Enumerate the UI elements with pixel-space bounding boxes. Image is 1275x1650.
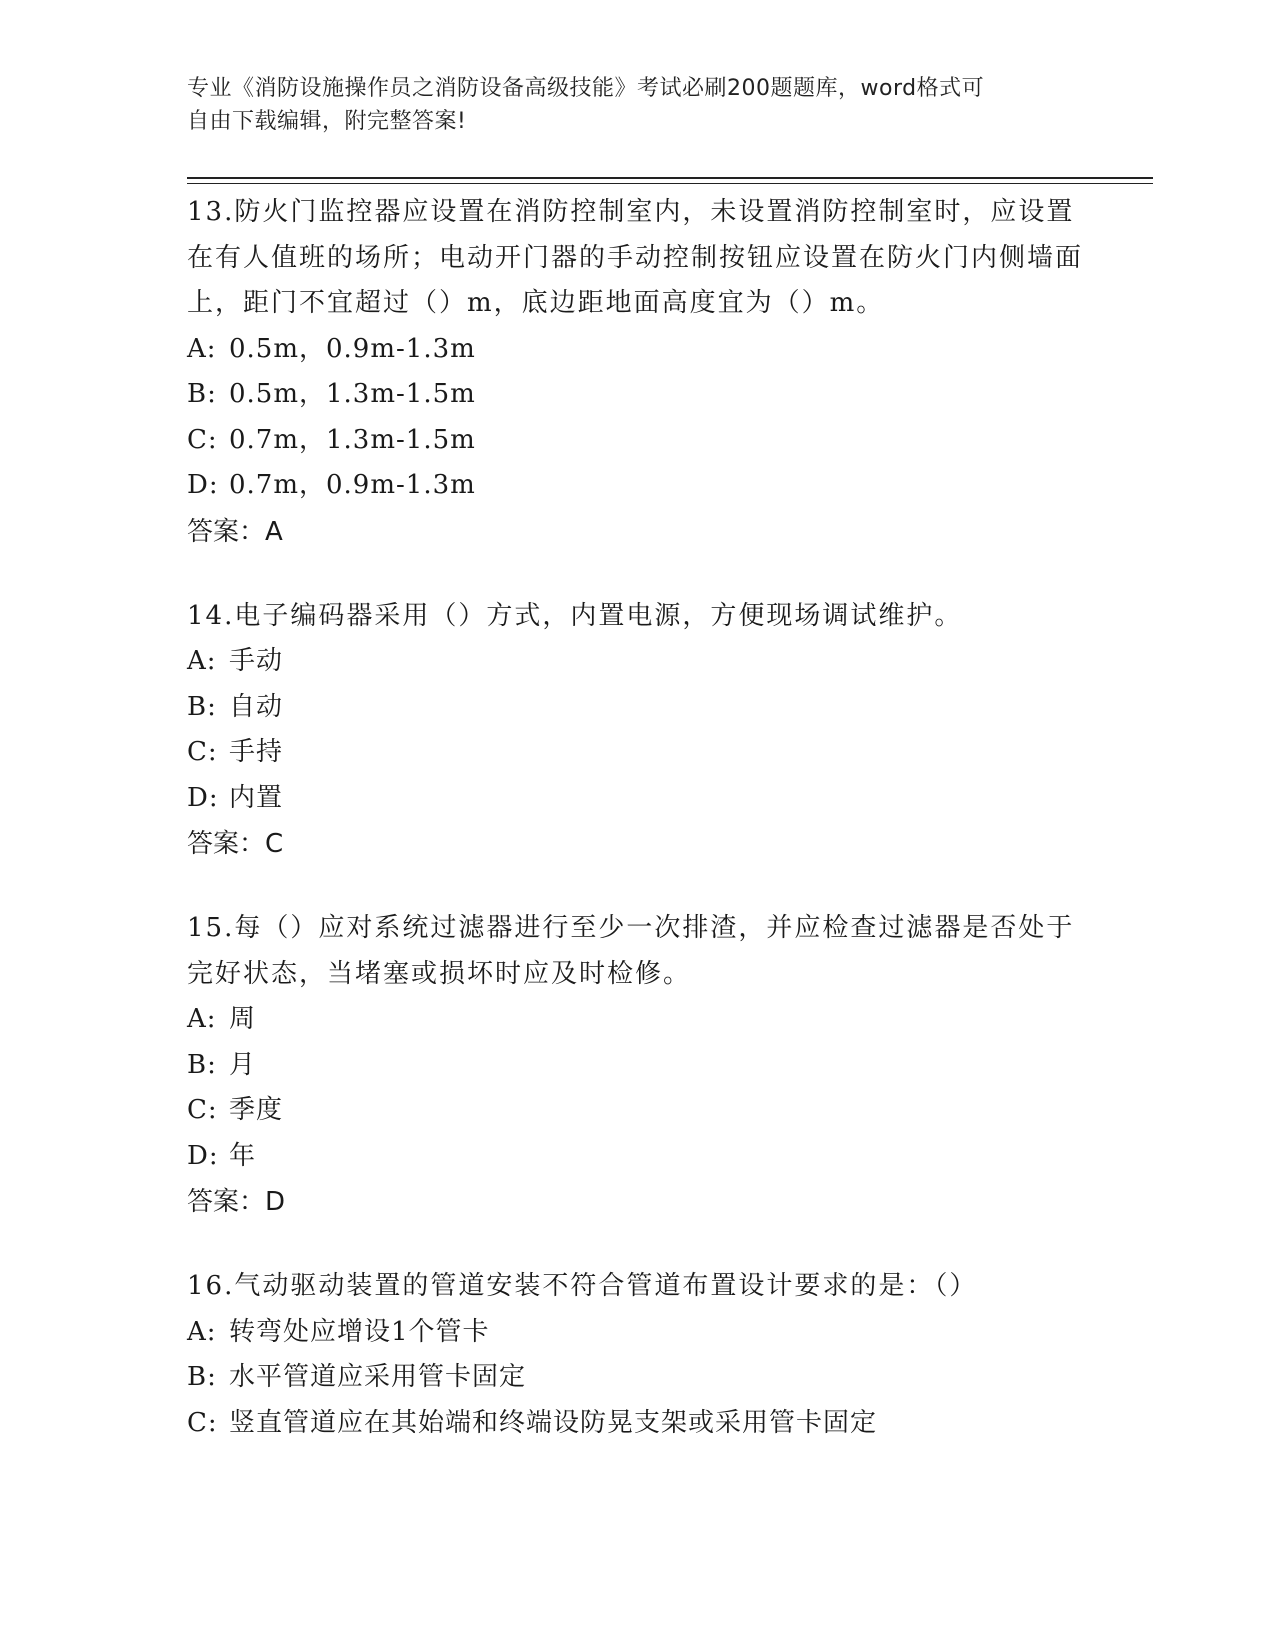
question-list	[187, 190, 1087, 1485]
option-d	[187, 463, 1087, 509]
question-14	[187, 594, 1087, 868]
header-title-line-1: 专业《消防设施操作员之消防设备高级技能》考试必刷200题题库，word格式可	[187, 76, 985, 101]
option-letter: D:	[187, 1140, 219, 1171]
option-letter: D:	[187, 470, 219, 500]
option-text: 季度	[229, 1095, 284, 1125]
option-b	[187, 372, 1087, 418]
answer-line: 答案：D	[187, 1187, 286, 1217]
question-stem: 14.电子编码器采用（）方式，内置电源，方便现场调试维护。	[187, 600, 963, 631]
answer-line: 答案：C	[187, 829, 284, 859]
option-text: 竖直管道应在其始端和终端设防晃支架或采用管卡固定	[229, 1407, 878, 1438]
option-a	[187, 997, 1087, 1043]
option-text: 0.7m，0.9m-1.3m	[229, 470, 476, 500]
question-stem: 15.每（）应对系统过滤器进行至少一次排渣，并应检查过滤器是否处于完好状态，当堵塞或损坏时应及时检修。	[187, 913, 1075, 989]
question-stem: 16.气动驱动装置的管道安装不符合管道布置设计要求的是：（）	[187, 1271, 978, 1301]
option-letter: D:	[187, 782, 219, 813]
option-b	[187, 685, 1087, 731]
option-text: 内置	[229, 782, 284, 813]
header-divider-thick	[187, 177, 1153, 179]
option-c	[187, 730, 1087, 776]
question-16	[187, 1264, 1087, 1446]
option-letter: B:	[187, 379, 217, 409]
option-a	[187, 639, 1087, 685]
option-letter: A:	[187, 1316, 217, 1347]
option-b	[187, 1355, 1087, 1401]
option-text: 月	[229, 1049, 257, 1080]
option-text: 水平管道应采用管卡固定	[229, 1362, 527, 1392]
option-d	[187, 776, 1087, 822]
document-header	[187, 72, 1087, 138]
option-text: 年	[229, 1140, 257, 1171]
question-stem: 13.防火门监控器应设置在消防控制室内，未设置消防控制室时，应设置在有人值班的场所；电动开门器的手动控制按钮应设置在防火门内侧墙面上，距门不宜超过（）m，底边距地面高度宜为（）m。	[187, 197, 1084, 318]
option-letter: B:	[187, 691, 217, 722]
option-text: 周	[229, 1004, 257, 1034]
option-letter: B:	[187, 1049, 217, 1080]
option-letter: A:	[187, 646, 217, 676]
option-letter: B:	[187, 1362, 217, 1392]
option-letter: C:	[187, 424, 218, 455]
option-text: 0.5m，1.3m-1.5m	[229, 379, 476, 409]
option-letter: C:	[187, 737, 218, 767]
option-text: 0.7m，1.3m-1.5m	[229, 424, 476, 455]
header-divider-thin	[187, 183, 1153, 184]
option-letter: C:	[187, 1095, 218, 1125]
option-a	[187, 1310, 1087, 1356]
option-c	[187, 1088, 1087, 1134]
question-13	[187, 190, 1087, 555]
option-letter: A:	[187, 333, 217, 364]
option-text: 转弯处应增设1个管卡	[229, 1316, 490, 1347]
option-letter: C:	[187, 1407, 218, 1438]
option-text: 0.5m，0.9m-1.3m	[229, 333, 476, 364]
option-text: 自动	[229, 691, 284, 722]
option-a	[187, 327, 1087, 373]
question-15	[187, 906, 1087, 1225]
option-letter: A:	[187, 1004, 217, 1034]
option-d	[187, 1134, 1087, 1180]
option-c	[187, 1401, 1087, 1447]
header-title-line-2: 自由下载编辑，附完整答案!	[187, 109, 467, 134]
answer-line: 答案：A	[187, 516, 283, 547]
option-text: 手持	[229, 737, 284, 767]
option-text: 手动	[229, 646, 284, 676]
option-c	[187, 418, 1087, 464]
option-b	[187, 1043, 1087, 1089]
